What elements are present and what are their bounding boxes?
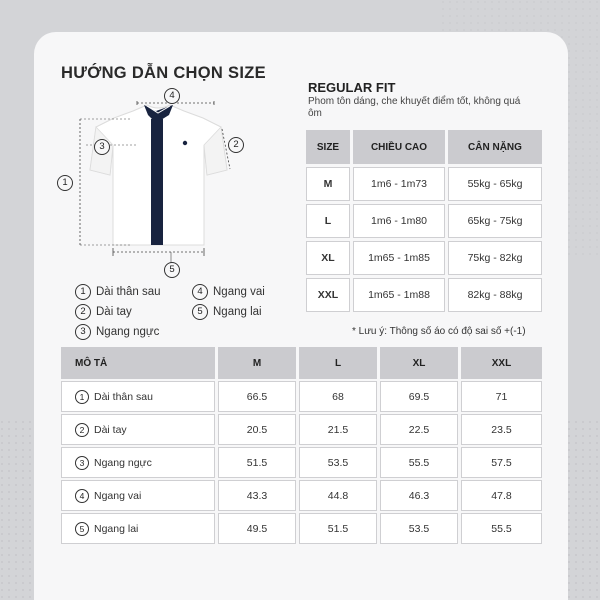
size-row-weight: 55kg - 65kg [448,167,542,201]
measure-cell: 51.5 [218,447,296,478]
measure-header-l: L [299,347,377,379]
marker-3: 3 [94,139,110,155]
size-row-height: 1m6 - 1m73 [353,167,445,201]
measure-cell: 23.5 [461,414,542,445]
measure-cell: 68 [299,381,377,412]
row-label-text: Dài thân sau [94,390,153,403]
legend-label: Ngang lai [213,306,262,318]
measure-cell: 53.5 [380,513,458,544]
page-title: HƯỚNG DẪN CHỌN SIZE [61,64,266,82]
size-row-weight: 82kg - 88kg [448,278,542,312]
shirt-diagram [52,85,262,275]
legend-number: 3 [75,324,91,340]
row-number: 5 [75,522,89,536]
fit-title: REGULAR FIT [308,80,396,95]
measure-cell: 69.5 [380,381,458,412]
measure-cell: 66.5 [218,381,296,412]
legend-label: Ngang ngực [96,326,160,338]
measure-cell: 20.5 [218,414,296,445]
row-number: 3 [75,456,89,470]
measure-cell: 51.5 [299,513,377,544]
size-row-size: L [306,204,350,238]
row-label-text: Ngang ngực [94,456,152,469]
legend-item-5 [192,304,262,320]
row-number: 2 [75,423,89,437]
size-header-height: CHIỀU CAO [353,130,445,164]
size-row-size: XXL [306,278,350,312]
row-label-text: Ngang lai [94,522,139,535]
legend-label: Dài tay [96,306,132,318]
measure-cell: 71 [461,381,542,412]
measure-cell: 55.5 [461,513,542,544]
size-row-size: XL [306,241,350,275]
size-row-size: M [306,167,350,201]
measure-cell: 44.8 [299,480,377,511]
marker-2: 2 [228,137,244,153]
size-row-weight: 75kg - 82kg [448,241,542,275]
size-row-height: 1m65 - 1m85 [353,241,445,275]
measure-row-label [61,381,215,412]
legend-item-1 [75,284,161,300]
measure-cell: 55.5 [380,447,458,478]
legend-label: Dài thân sau [96,286,161,298]
legend-number: 5 [192,304,208,320]
fit-description: Phom tôn dáng, che khuyết điểm tốt, không quá ôm [308,96,521,119]
row-label-text: Dài tay [94,423,127,436]
measure-cell: 21.5 [299,414,377,445]
measure-cell: 46.3 [380,480,458,511]
legend-number: 1 [75,284,91,300]
legend-item-4 [192,284,265,300]
row-number: 4 [75,489,89,503]
measure-cell: 53.5 [299,447,377,478]
legend-number: 4 [192,284,208,300]
measure-row-label [61,480,215,511]
size-row-height: 1m65 - 1m88 [353,278,445,312]
row-number: 1 [75,390,89,404]
size-row-height: 1m6 - 1m80 [353,204,445,238]
measure-cell: 47.8 [461,480,542,511]
legend-label: Ngang vai [213,286,265,298]
row-label-text: Ngang vai [94,489,142,502]
marker-5: 5 [164,262,180,278]
legend-item-3 [75,324,159,340]
legend-number: 2 [75,304,91,320]
measure-row-label [61,513,215,544]
measure-cell: 49.5 [218,513,296,544]
measure-header-description: MÔ TẢ [61,347,215,379]
legend-item-2 [75,304,132,320]
shirt-illustration [52,85,262,275]
measure-row-label [61,447,215,478]
measure-header-xl: XL [380,347,458,379]
measure-header-xxl: XXL [461,347,542,379]
measure-cell: 43.3 [218,480,296,511]
measure-header-m: M [218,347,296,379]
tolerance-note: * Lưu ý: Thông số áo có độ sai số +(-1) [352,326,526,337]
size-row-weight: 65kg - 75kg [448,204,542,238]
marker-1: 1 [57,175,73,191]
size-header-size: SIZE [306,130,350,164]
marker-4: 4 [164,88,180,104]
measure-cell: 22.5 [380,414,458,445]
measure-row-label [61,414,215,445]
size-header-weight: CÂN NẶNG [448,130,542,164]
measure-cell: 57.5 [461,447,542,478]
